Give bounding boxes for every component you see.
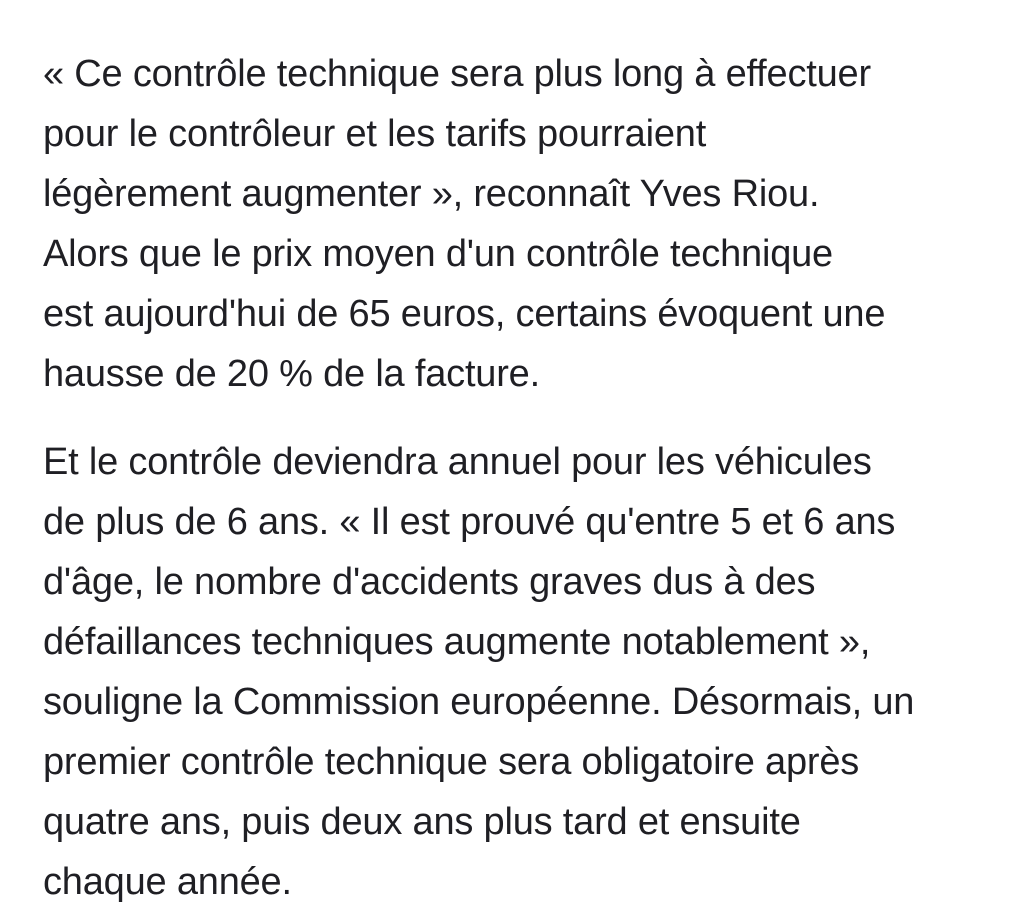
- article-body: [43, 44, 1003, 912]
- paragraph-line: quatre ans, puis deux ans plus tard et ensuite: [43, 801, 801, 843]
- paragraph-line: de plus de 6 ans. « Il est prouvé qu'entre 5 et 6 ans: [43, 501, 896, 543]
- paragraph-line: chaque année.: [43, 861, 292, 903]
- paragraph-line: défaillances techniques augmente notablement »,: [43, 621, 871, 663]
- paragraph-line: premier contrôle technique sera obligatoire après: [43, 741, 860, 783]
- paragraph-line: hausse de 20 % de la facture.: [43, 353, 540, 395]
- paragraph-line: légèrement augmenter », reconnaît Yves Riou.: [43, 173, 820, 215]
- paragraph-line: d'âge, le nombre d'accidents graves dus à des: [43, 561, 816, 603]
- paragraph-line: Et le contrôle deviendra annuel pour les véhicules: [43, 441, 872, 483]
- paragraph-line: « Ce contrôle technique sera plus long à effectuer: [43, 53, 871, 95]
- paragraph-line: souligne la Commission européenne. Désormais, un: [43, 681, 915, 723]
- paragraph-2: [43, 432, 1003, 912]
- paragraph-line: pour le contrôleur et les tarifs pourraient: [43, 113, 707, 155]
- paragraph-line: est aujourd'hui de 65 euros, certains évoquent une: [43, 293, 886, 335]
- paragraph-line: Alors que le prix moyen d'un contrôle technique: [43, 233, 833, 275]
- paragraph-1: [43, 44, 1003, 404]
